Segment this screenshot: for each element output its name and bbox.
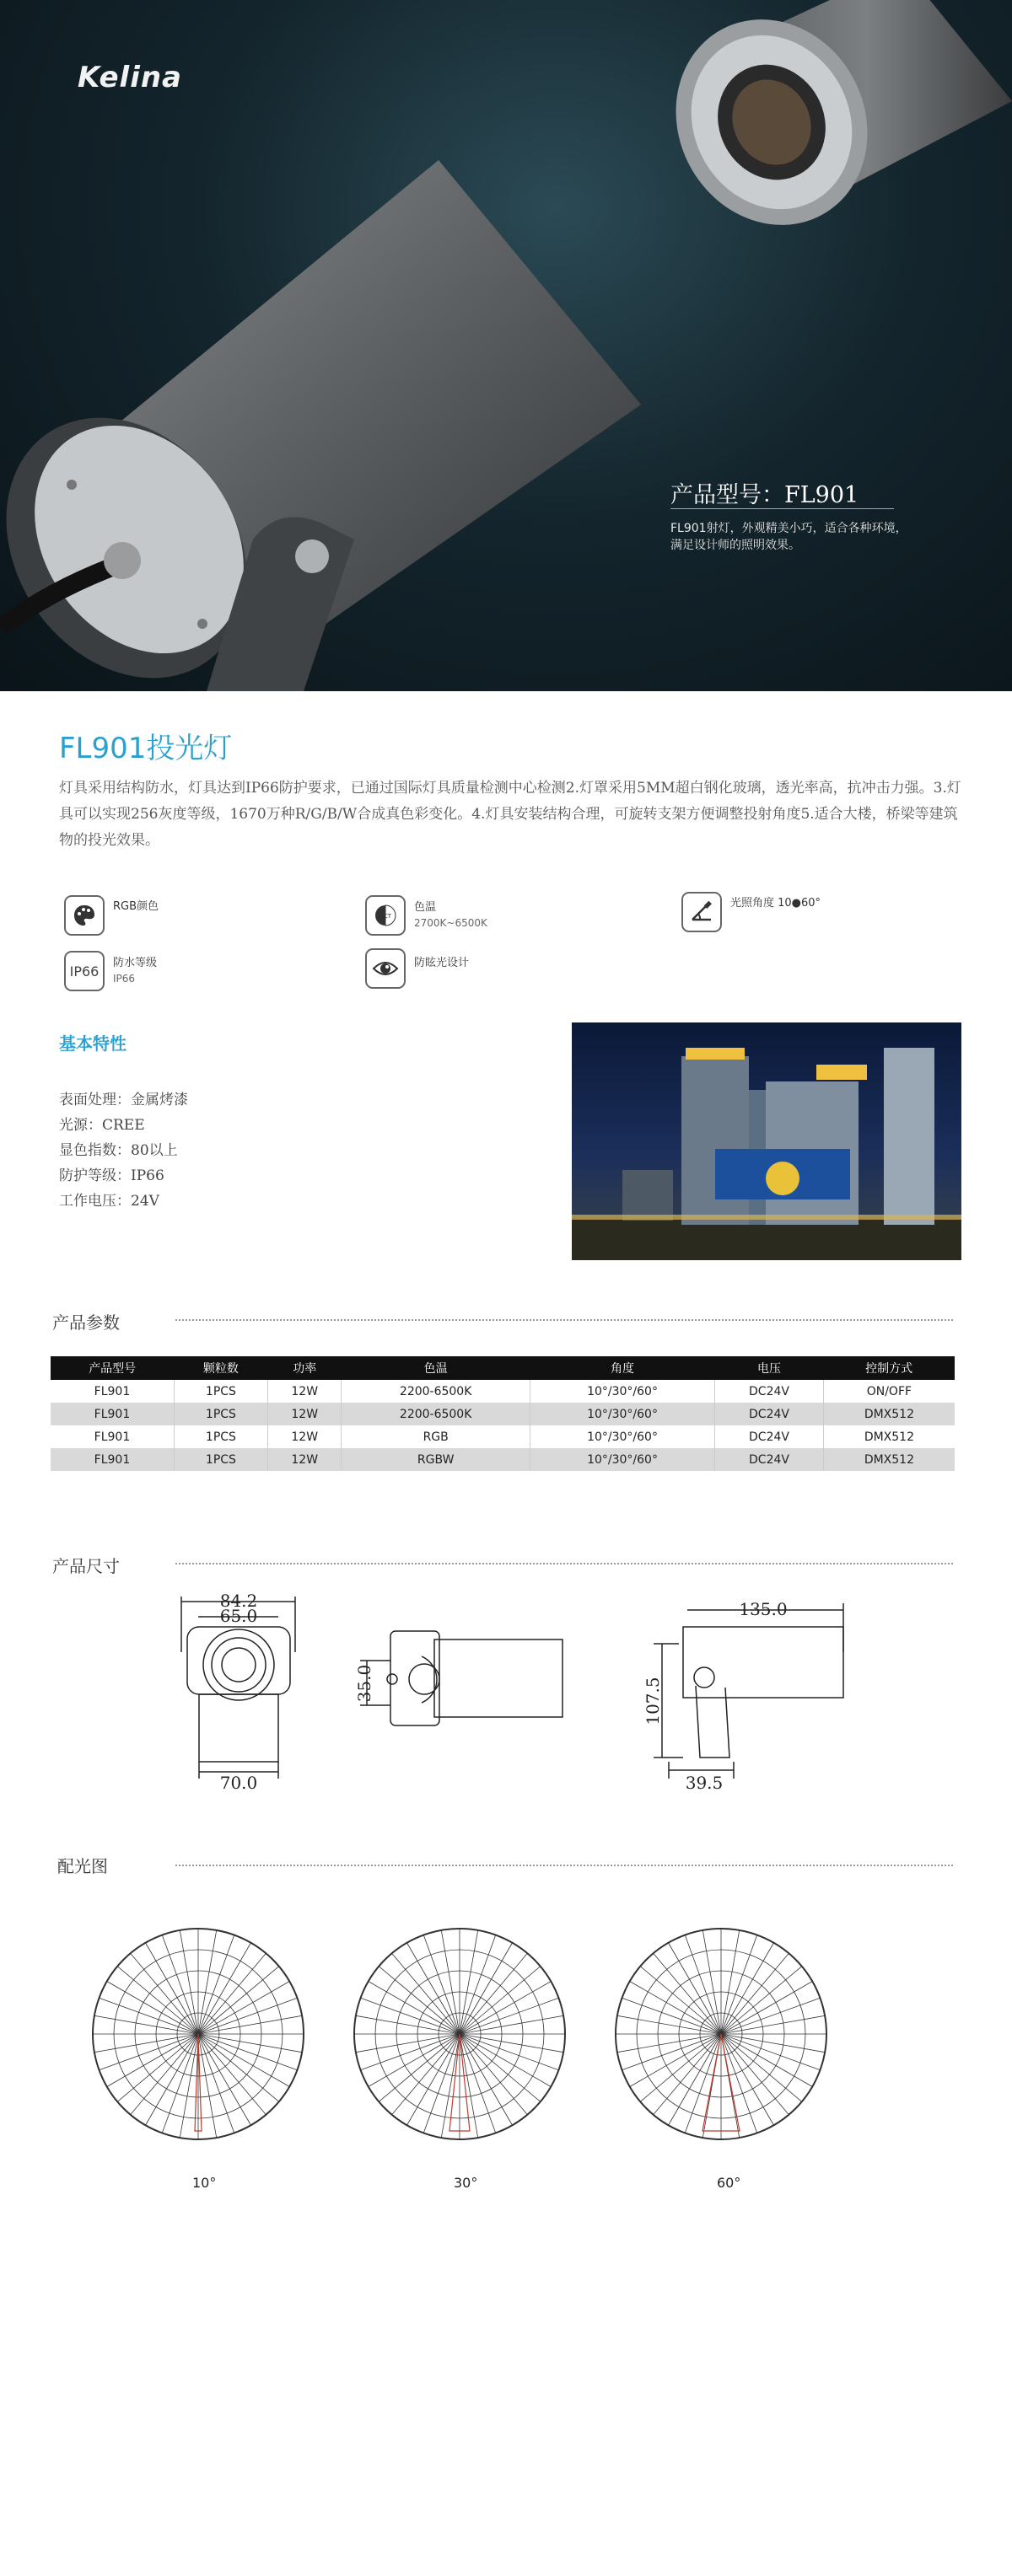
- table-cell: 10°/30°/60°: [530, 1380, 714, 1403]
- basic-item: 工作电压：24V: [59, 1193, 159, 1210]
- table-cell: FL901: [51, 1403, 174, 1425]
- polar-diagram-60: [607, 1912, 835, 2165]
- basic-item: 光源：CREE: [59, 1117, 145, 1134]
- light-dist-heading: 配光图: [57, 1856, 108, 1876]
- hero-banner: [0, 0, 1012, 691]
- table-cell: 1PCS: [174, 1425, 267, 1448]
- table-cell: 2200-6500K: [342, 1403, 530, 1425]
- feature-cct-sub: 2700K~6500K: [414, 917, 487, 929]
- feature-ip: [64, 951, 157, 991]
- polar-caption: 30°: [454, 2175, 478, 2191]
- feature-ip-sub: IP66: [113, 973, 136, 985]
- table-cell: 1PCS: [174, 1403, 267, 1425]
- basic-item: 防护等级：IP66: [59, 1167, 164, 1184]
- basic-item: 显色指数：80以上: [59, 1142, 178, 1159]
- dim-front-outer: 84.2: [219, 1593, 258, 1611]
- col-header: 角度: [530, 1356, 714, 1380]
- feature-glare: [365, 948, 469, 989]
- hero-description: FL901射灯，外观精美小巧，适合各种环境，满足设计师的照明效果。: [670, 522, 907, 552]
- table-cell: 1PCS: [174, 1380, 267, 1403]
- light-dist-divider: [175, 1865, 953, 1866]
- feature-cct-label: 色温: [414, 901, 437, 914]
- table-cell: 12W: [267, 1448, 342, 1471]
- table-cell: DC24V: [715, 1403, 824, 1425]
- col-header: 控制方式: [823, 1356, 955, 1380]
- title-underline: [670, 508, 894, 509]
- table-cell: RGB: [342, 1425, 530, 1448]
- ip66-icon-text: IP66: [69, 963, 100, 979]
- side-view-drawing: [342, 1623, 569, 1749]
- model-title: 产品型号：FL901: [670, 482, 859, 508]
- dim-back-height: 107.5: [643, 1677, 663, 1725]
- table-row: [51, 1403, 955, 1425]
- product-title: FL901投光灯: [59, 732, 233, 765]
- feature-rgb: [64, 895, 159, 936]
- product-intro: 灯具采用结构防水，灯具达到IP66防护要求，已通过国际灯具质量检测中心检测2.灯罩采用5MM超白钢化玻璃，透光率高，抗冲击力强。3.灯具可以实现256灰度等级，1670万种R/G/B/W合成真色彩变化。4.灯具安装结构合理，可旋转支架方便调整投射角度5.适合大楼，桥梁等建筑物的投光效果。: [59, 780, 961, 849]
- basic-heading: 基本特性: [59, 1033, 126, 1054]
- cct-icon-text: CCT: [379, 913, 392, 920]
- feature-angle-label: 光照角度 10●60°: [730, 897, 821, 910]
- eye-icon: [365, 948, 406, 989]
- table-cell: 1PCS: [174, 1448, 267, 1471]
- feature-rgb-label: RGB颜色: [113, 900, 159, 913]
- params-divider: [175, 1319, 953, 1321]
- table-cell: ON/OFF: [866, 1384, 912, 1398]
- col-header: 产品型号: [51, 1356, 174, 1380]
- brand-logo: Kelina: [78, 61, 183, 94]
- dimensions-divider: [175, 1563, 953, 1564]
- feature-ip-label: 防水等级: [113, 957, 158, 969]
- ip66-icon: [64, 951, 105, 991]
- polar-diagram-30: [346, 1912, 573, 2165]
- table-cell: DMX512: [823, 1403, 955, 1425]
- product-photo: [0, 0, 1012, 691]
- table-cell: 2200-6500K: [342, 1380, 530, 1403]
- params-heading: 产品参数: [52, 1312, 120, 1333]
- params-table: [51, 1356, 955, 1471]
- col-header: 功率: [267, 1356, 342, 1380]
- beam-angle-icon: [681, 892, 722, 932]
- table-row: [51, 1380, 955, 1403]
- table-cell: 10°/30°/60°: [530, 1448, 714, 1471]
- table-cell: 10°/30°/60°: [530, 1403, 714, 1425]
- table-cell: DMX512: [823, 1448, 955, 1471]
- feature-angle: [681, 892, 821, 932]
- dim-front-inner: 65.0: [219, 1606, 258, 1626]
- dim-front-bottom: 70.0: [219, 1773, 258, 1793]
- table-cell: FL901: [51, 1380, 174, 1403]
- basic-list: [59, 1087, 188, 1214]
- table-header-row: [51, 1356, 955, 1380]
- table-cell: DMX512: [864, 1430, 914, 1444]
- table-cell: 10°/30°/60°: [530, 1425, 714, 1448]
- dimensions-heading: 产品尺寸: [52, 1556, 120, 1576]
- table-cell: 12W: [267, 1425, 342, 1448]
- table-cell: DC24V: [715, 1448, 824, 1471]
- back-view-drawing: [628, 1593, 864, 1795]
- feature-glare-label: 防眩光设计: [414, 957, 470, 969]
- front-view-drawing: [169, 1593, 304, 1795]
- polar-caption: 60°: [717, 2175, 741, 2191]
- table-cell: RGBW: [342, 1448, 530, 1471]
- basic-item: 表面处理：金属烤漆: [59, 1092, 188, 1108]
- polar-caption: 10°: [192, 2175, 217, 2191]
- table-cell: 12W: [267, 1380, 342, 1403]
- polar-diagram-10: [84, 1912, 312, 2165]
- cct-icon: [365, 895, 406, 936]
- col-header: 电压: [715, 1356, 824, 1380]
- table-row: [51, 1425, 955, 1448]
- palette-icon: [64, 895, 105, 936]
- table-cell: DC24V: [715, 1425, 824, 1448]
- table-cell: DC24V: [715, 1380, 824, 1403]
- dim-back-base: 39.5: [685, 1773, 724, 1793]
- application-photo: [572, 1022, 961, 1260]
- table-row: [51, 1448, 955, 1471]
- dim-back-length: 135.0: [739, 1599, 788, 1619]
- col-header: 颗粒数: [174, 1356, 267, 1380]
- feature-cct: [365, 895, 487, 936]
- dim-side-height: 35.0: [354, 1664, 374, 1703]
- col-header: 色温: [342, 1356, 530, 1380]
- table-cell: FL901: [51, 1425, 174, 1448]
- table-cell: FL901: [51, 1448, 174, 1471]
- table-cell: 12W: [267, 1403, 342, 1425]
